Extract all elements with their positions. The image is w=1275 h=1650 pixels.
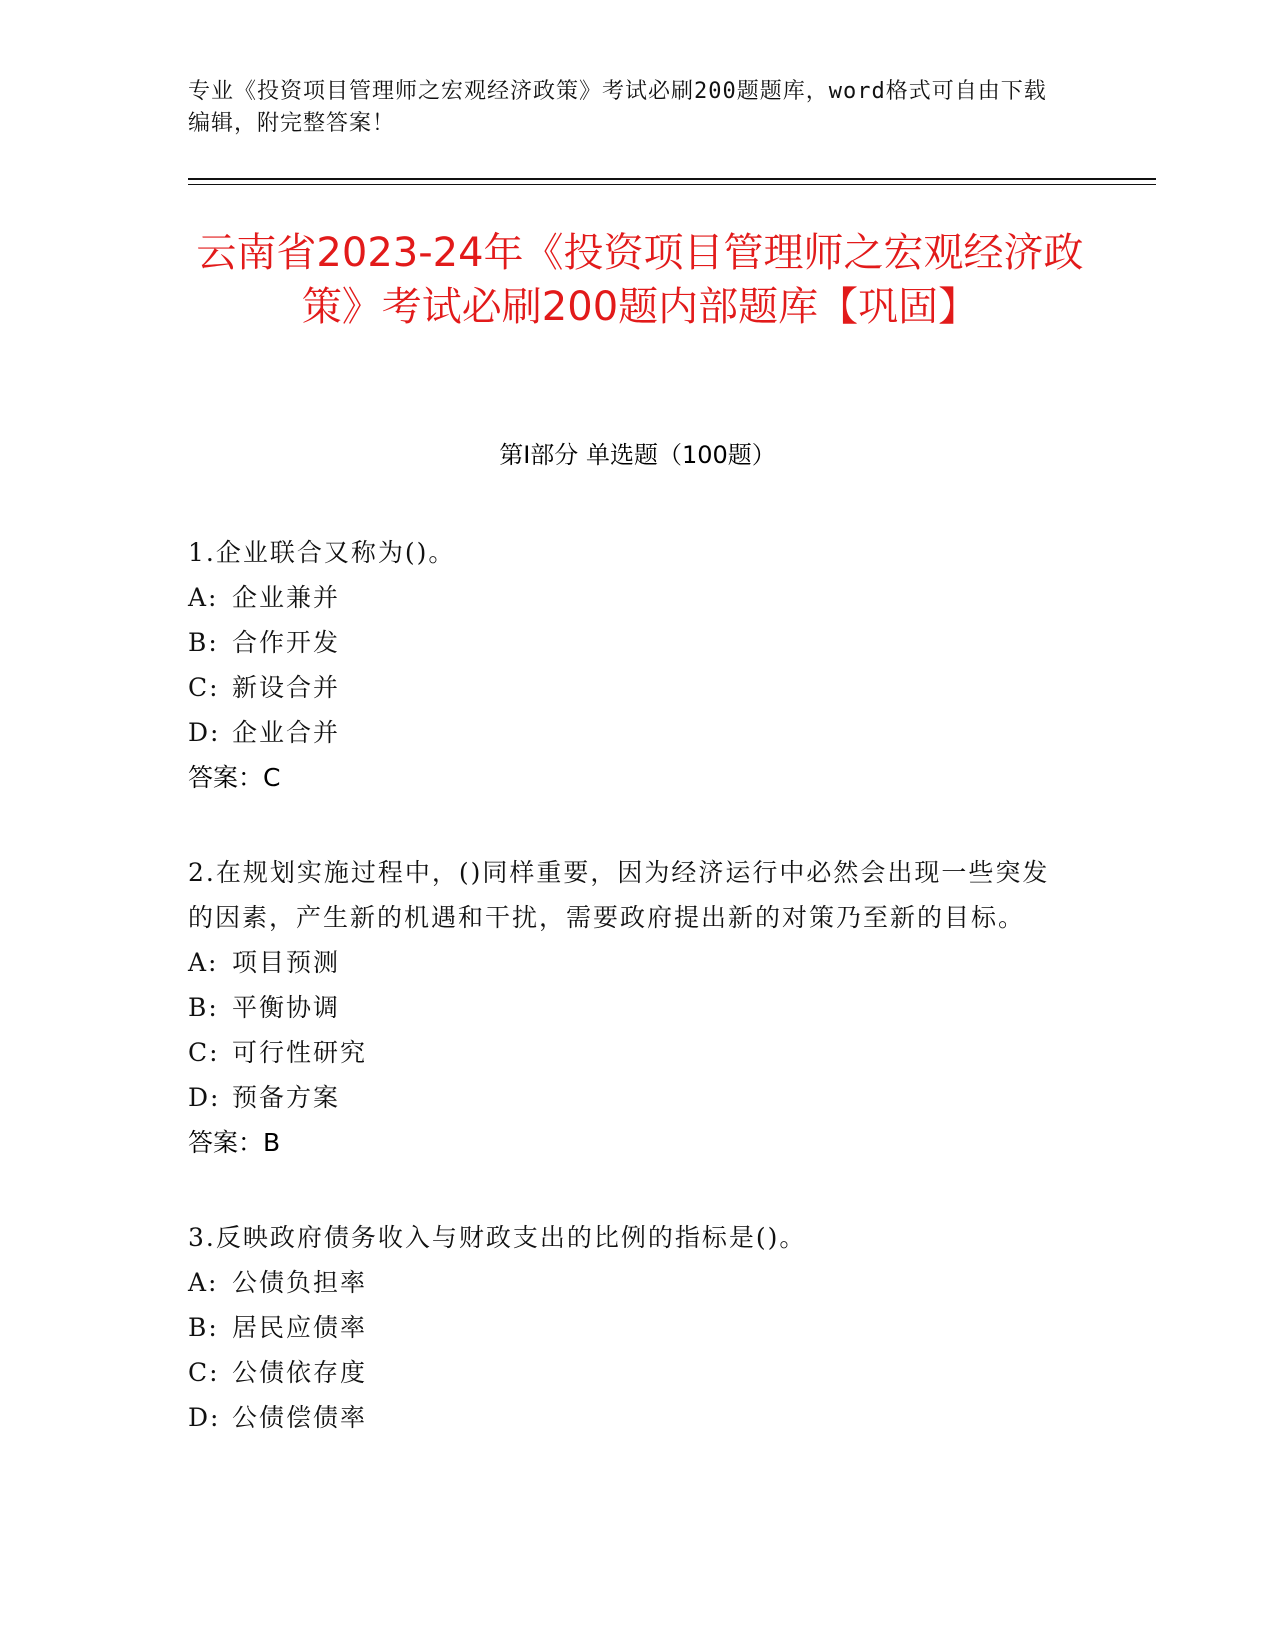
document-title: 云南省2023-24年《投资项目管理师之宏观经济政策》考试必刷200题内部题库【巩固】: [196, 230, 1084, 330]
option-letter: A:: [188, 948, 219, 977]
option-b: [188, 985, 1068, 1030]
option-text: 企业合并: [232, 718, 341, 747]
option-b: [188, 1305, 1068, 1350]
option-letter: A:: [188, 583, 219, 612]
option-text: 预备方案: [232, 1083, 341, 1112]
option-c: [188, 665, 1068, 710]
option-letter: C:: [188, 1358, 220, 1387]
option-letter: D:: [188, 718, 221, 747]
option-c: [188, 1030, 1068, 1075]
option-a: [188, 575, 1068, 620]
option-text: 平衡协调: [232, 993, 341, 1022]
option-letter: B:: [188, 1313, 219, 1342]
answer: 答案：B: [188, 1128, 281, 1157]
answer: 答案：C: [188, 763, 281, 792]
option-letter: A:: [188, 1268, 219, 1297]
option-letter: C:: [188, 673, 220, 702]
option-text: 公债偿债率: [232, 1403, 368, 1432]
option-b: [188, 620, 1068, 665]
option-letter: C:: [188, 1038, 220, 1067]
header-note: 专业《投资项目管理师之宏观经济政策》考试必刷200题题库，word格式可自由下载编辑，附完整答案！: [188, 79, 1047, 136]
question-3: [188, 1215, 1068, 1440]
header-divider-thick: [188, 178, 1156, 180]
question-stem: 1.企业联合又称为()。: [188, 538, 456, 567]
section-heading: 第I部分 单选题（100题）: [499, 441, 776, 469]
option-a: [188, 1260, 1068, 1305]
option-letter: D:: [188, 1083, 221, 1112]
question-stem: 3.反映政府债务收入与财政支出的比例的指标是()。: [188, 1223, 807, 1252]
header-divider-thin: [188, 184, 1156, 185]
option-text: 合作开发: [232, 628, 341, 657]
option-text: 新设合并: [232, 673, 341, 702]
option-text: 企业兼并: [232, 583, 341, 612]
option-d: [188, 1395, 1068, 1440]
option-d: [188, 710, 1068, 755]
option-c: [188, 1350, 1068, 1395]
option-text: 可行性研究: [232, 1038, 368, 1067]
option-text: 公债依存度: [232, 1358, 368, 1387]
option-text: 居民应债率: [232, 1313, 368, 1342]
option-letter: B:: [188, 628, 219, 657]
option-text: 项目预测: [232, 948, 341, 977]
option-text: 公债负担率: [232, 1268, 368, 1297]
option-d: [188, 1075, 1068, 1120]
question-list: [188, 530, 1068, 1490]
option-a: [188, 940, 1068, 985]
option-letter: D:: [188, 1403, 221, 1432]
question-1: [188, 530, 1068, 800]
option-letter: B:: [188, 993, 219, 1022]
question-stem: 2.在规划实施过程中，()同样重要，因为经济运行中必然会出现一些突发的因素，产生新的机遇和干扰，需要政府提出新的对策乃至新的目标。: [188, 858, 1050, 932]
question-2: [188, 850, 1068, 1165]
